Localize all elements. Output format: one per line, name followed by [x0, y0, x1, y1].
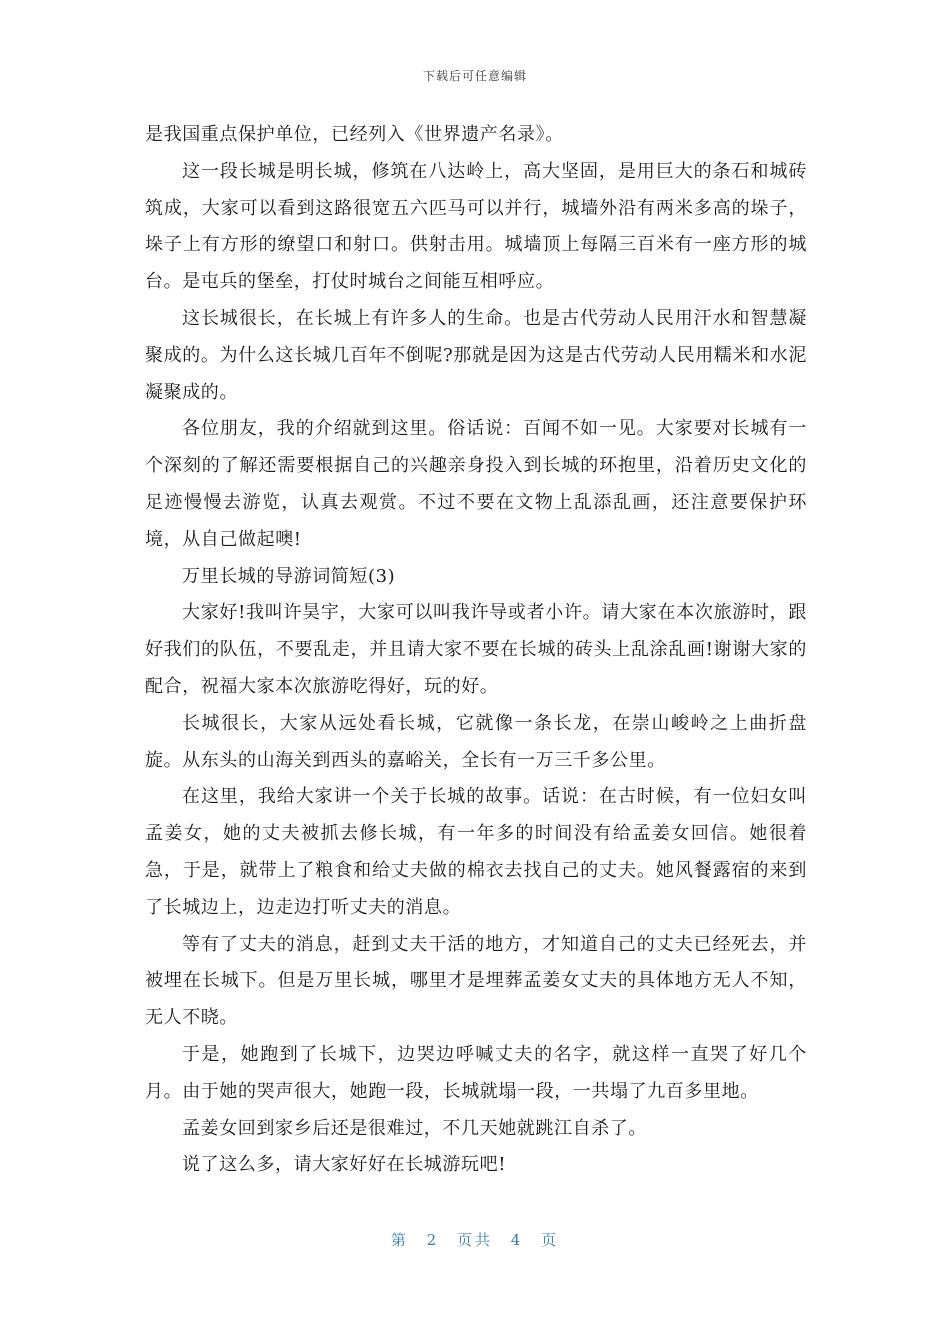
paragraph: 说了这么多，请大家好好在长城游玩吧!	[182, 1154, 507, 1176]
paragraph: 孟姜女回到家乡后还是很难过，不几天她就跳江自杀了。	[182, 1117, 647, 1139]
paragraph: 长城很长，大家从远处看长城，它就像一条长龙，在崇山峻岭之上曲折盘旋。从东头的山海关到西头的嘉峪关，全长有一万三千多公里。	[145, 712, 807, 771]
paragraph: 等有了丈夫的消息，赶到丈夫干活的地方，才知道自己的丈夫已经死去，并被埋在长城下。但是万里长城，哪里才是埋葬孟姜女丈夫的具体地方无人不知，无人不晓。	[145, 933, 807, 1029]
paragraph: 是我国重点保护单位，已经列入《世界遗产名录》。	[145, 124, 564, 145]
paragraph: 这一段长城是明长城，修筑在八达岭上，高大坚固，是用巨大的条石和城砖筑成，大家可以看到这路很宽五六匹马可以并行，城墙外沿有两米多高的垛子，垛子上有方形的缭望口和射口。供射击用。城墙顶上每隔三百米有一座方形的城台。是屯兵的堡垒，打仗时城台之间能互相呼应。	[145, 160, 807, 293]
page-number: 第 2 页共 4 页	[390, 1231, 560, 1249]
section-title: 万里长城的导游词简短(3)	[182, 565, 396, 587]
paragraph: 这长城很长，在长城上有许多人的生命。也是古代劳动人民用汗水和智慧凝聚成的。为什么这长城几百年不倒呢?那就是因为这是古代劳动人民用糯米和水泥凝聚成的。	[145, 307, 807, 403]
paragraph: 各位朋友，我的介绍就到这里。俗话说：百闻不如一见。大家要对长城有一个深刻的了解还需要根据自己的兴趣亲身投入到长城的环抱里，沿着历史文化的足迹慢慢去游览，认真去观赏。不过不要在文物上乱添乱画，还注意要保护环境，从自己做起噢!	[145, 418, 807, 550]
paragraph: 在这里，我给大家讲一个关于长城的故事。话说：在古时候，有一位妇女叫孟姜女，她的丈夫被抓去修长城，有一年多的时间没有给孟姜女回信。她很着急，于是，就带上了粮食和给丈夫做的棉衣去找自己的丈夫。她风餐露宿的来到了长城边上，边走边打听丈夫的消息。	[145, 786, 807, 918]
page-header: 下载后可任意编辑	[422, 69, 527, 83]
paragraph: 大家好!我叫许昊宇，大家可以叫我许导或者小许。请大家在本次旅游时，跟好我们的队伍，不要乱走，并且请大家不要在长城的砖头上乱涂乱画!谢谢大家的配合，祝福大家本次旅游吃得好，玩的好。	[145, 602, 807, 697]
paragraph: 于是，她跑到了长城下，边哭边呼喊丈夫的名字，就这样一直哭了好几个月。由于她的哭声很大，她跑一段，长城就塌一段，一共塌了九百多里地。	[145, 1043, 807, 1102]
document-body	[145, 117, 807, 1184]
